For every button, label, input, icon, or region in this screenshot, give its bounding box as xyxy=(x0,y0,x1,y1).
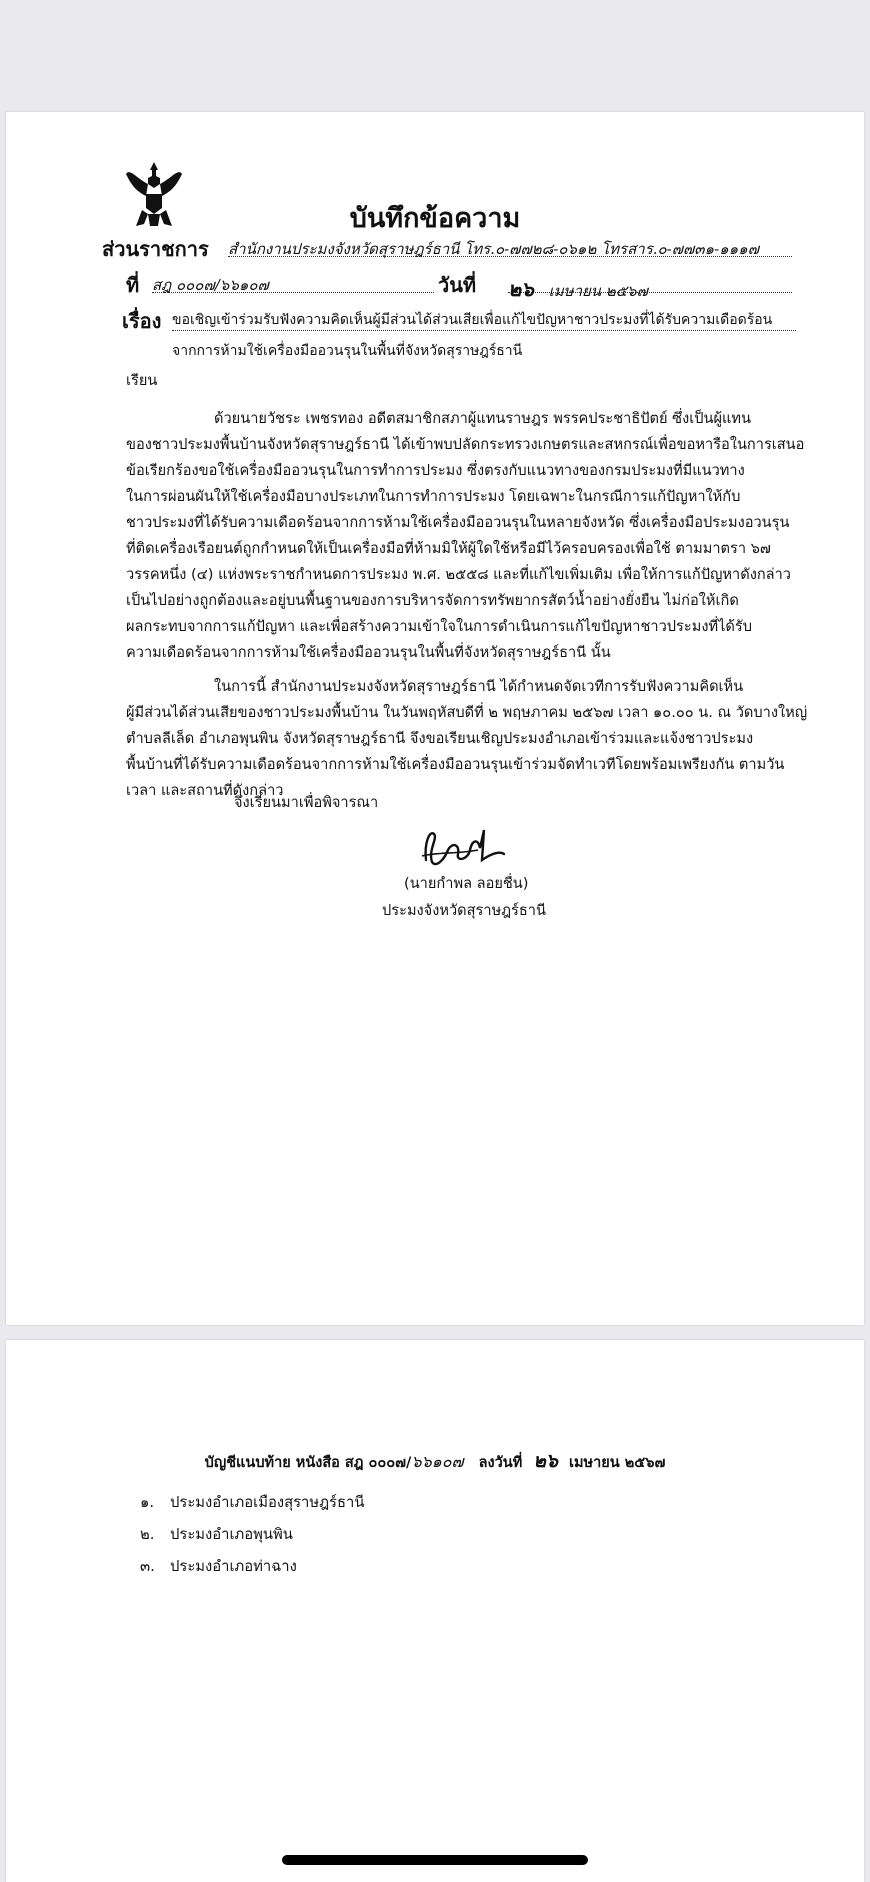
annex-item-number: ๑. xyxy=(140,1494,155,1511)
ref-label: ที่ xyxy=(126,273,140,297)
paragraph-line: พื้นบ้านที่ได้รับความเดือดร้อนจากการห้ามใช้เครื่องมืออวนรุนเข้าร่วมจัดทำเวทีโดยพร้อมเพรียงกัน ตามวัน xyxy=(126,756,785,773)
annex-item-number: ๓. xyxy=(140,1558,155,1575)
date-day: ๒๖ xyxy=(508,277,534,301)
memo-title: บันทึกข้อความ xyxy=(349,203,521,234)
memo-page xyxy=(6,112,864,1325)
ref-row xyxy=(126,269,139,301)
annex-item-text: ประมงอำเภอพุนพิน xyxy=(170,1526,293,1543)
paragraph-line: ตำบลลีเล็ด อำเภอพุนพิน จังหวัดสุราษฎร์ธานี จึงขอเรียนเชิญประมงอำเภอเข้าร่วมและแจ้งชาวประมง xyxy=(126,730,754,747)
annex-item-text: ประมงอำเภอท่าฉาง xyxy=(170,1558,297,1575)
home-indicator[interactable] xyxy=(282,1855,588,1865)
agency-label: ส่วนราชการ xyxy=(102,237,209,261)
paragraph-line: ความเดือดร้อนจากการห้ามใช้เครื่องมืออวนรุนในพื้นที่จังหวัดสุราษฎร์ธานี นั้น xyxy=(126,644,611,661)
paragraph-line: ผลกระทบจากการแก้ปัญหา และเพื่อสร้างความเข้าใจในการดำเนินการแก้ไขปัญหาชาวประมงที่ได้รับ xyxy=(126,618,753,635)
closing-text: จึงเรียนมาเพื่อพิจารณา xyxy=(234,794,379,811)
subject-row xyxy=(122,305,161,337)
paragraph-line: วรรคหนึ่ง (๔) แห่งพระราชกำหนดการประมง พ.ศ. ๒๕๕๘ และที่แก้ไขเพิ่มเติม เพื่อให้การแก้ปัญหาดังกล่าว xyxy=(126,566,791,583)
subject-label: เรื่อง xyxy=(122,309,162,333)
annex-title-row xyxy=(6,1446,864,1476)
ref-value: สฎ ๐๐๐๗/๖๖๑๐๗ xyxy=(152,276,269,294)
paragraph-line: เวลา และสถานที่ดังกล่าว xyxy=(126,782,284,799)
paragraph-line: ที่ติดเครื่องเรือยนต์ถูกกำหนดให้เป็นเครื่องมือที่ห้ามมิให้ผู้ใดใช้หรือมีไว้ครอบครองเพื่อใช้ ตามมาตรา ๖๗ xyxy=(126,540,771,557)
subject-text-2: จากการห้ามใช้เครื่องมืออวนรุนในพื้นที่จังหวัดสุราษฎร์ธานี xyxy=(172,343,523,359)
annex-page xyxy=(6,1340,864,1882)
annex-item-number: ๒. xyxy=(140,1526,155,1543)
agency-value-line xyxy=(228,237,792,257)
body-paragraph-2 xyxy=(126,674,808,804)
salutation: เรียน xyxy=(126,372,158,389)
paragraph-line: ข้อเรียกร้องขอใช้เครื่องมืออวนรุนในการทำการประมง ซึ่งตรงกับแนวทางของกรมประมงที่มีแนวทาง xyxy=(126,462,745,479)
annex-list xyxy=(140,1490,364,1586)
paragraph-line: เป็นไปอย่างถูกต้องและอยู่บนพื้นฐานของการบริหารจัดการทรัพยากรสัตว์น้ำอย่างยั่งยืน ไม่ก่อให้เกิด xyxy=(126,592,739,609)
annex-list-item xyxy=(140,1554,364,1578)
subject-line-1 xyxy=(172,309,796,331)
signature-icon xyxy=(418,820,514,870)
annex-item-text: ประมงอำเภอเมืองสุราษฎร์ธานี xyxy=(170,1494,365,1511)
date-row xyxy=(438,269,476,301)
agency-row xyxy=(102,233,209,265)
date-value-line xyxy=(508,273,792,301)
annex-title-day: ๒๖ xyxy=(533,1450,558,1472)
paragraph-line: ในการผ่อนผันให้ใช้เครื่องมือบางประเภทในการทำการประมง โดยเฉพาะในกรณีการแก้ปัญหาให้กับ xyxy=(126,488,741,505)
paragraph-line: ชาวประมงที่ได้รับความเดือดร้อนจากการห้ามใช้เครื่องมืออวนรุนในหลายจังหวัด ซึ่งเครื่องมือประมงอวนรุน xyxy=(126,514,790,531)
date-label: วันที่ xyxy=(438,273,477,297)
paragraph-line: ในการนี้ สำนักงานประมงจังหวัดสุราษฎร์ธานี ได้กำหนดจัดเวทีการรับฟังความคิดเห็น xyxy=(214,678,744,695)
body-paragraph-1 xyxy=(126,406,805,666)
paragraph-line: ของชาวประมงพื้นบ้านจังหวัดสุราษฎร์ธานี ได้เข้าพบปลัดกระทรวงเกษตรและสหกรณ์เพื่อขอหารือในการเสนอ xyxy=(126,436,805,453)
ref-value-line xyxy=(152,273,434,293)
subject-text-1: ขอเชิญเข้าร่วมรับฟังความคิดเห็นผู้มีส่วนได้ส่วนเสียเพื่อแก้ไขปัญหาชาวประมงที่ได้รับความเดือดร้อน xyxy=(172,312,773,328)
annex-title-mid: ลงวันที่ xyxy=(478,1455,523,1471)
annex-title-ref: ๖๖๑๐๗ xyxy=(411,1452,464,1471)
annex-title-suffix: เมษายน ๒๕๖๗ xyxy=(569,1455,666,1471)
signer-name: (นายกำพล ลอยชื่น) xyxy=(404,875,529,892)
paragraph-line: ด้วยนายวัชระ เพชรทอง อดีตสมาชิกสภาผู้แทนราษฎร พรรคประชาธิปัตย์ ซึ่งเป็นผู้แทน xyxy=(214,410,751,427)
annex-list-item xyxy=(140,1490,364,1514)
paragraph-line: ผู้มีส่วนได้ส่วนเสียของชาวประมงพื้นบ้าน ในวันพฤหัสบดีที่ ๒ พฤษภาคม ๒๕๖๗ เวลา ๑๐.๐๐ น. ณ วัดบางใหญ่ xyxy=(126,704,808,721)
signer-position: ประมงจังหวัดสุราษฎร์ธานี xyxy=(382,902,546,919)
agency-value: สำนักงานประมงจังหวัดสุราษฎร์ธานี โทร.๐-๗๗๒๘-๐๖๑๒ โทรสาร.๐-๗๗๓๑-๑๑๑๗ xyxy=(228,240,759,258)
annex-list-item xyxy=(140,1522,364,1546)
annex-title-prefix: บัญชีแนบท้าย หนังสือ สฎ ๐๐๐๗/ xyxy=(204,1455,412,1471)
date-rest: เมษายน ๒๕๖๗ xyxy=(548,282,648,300)
